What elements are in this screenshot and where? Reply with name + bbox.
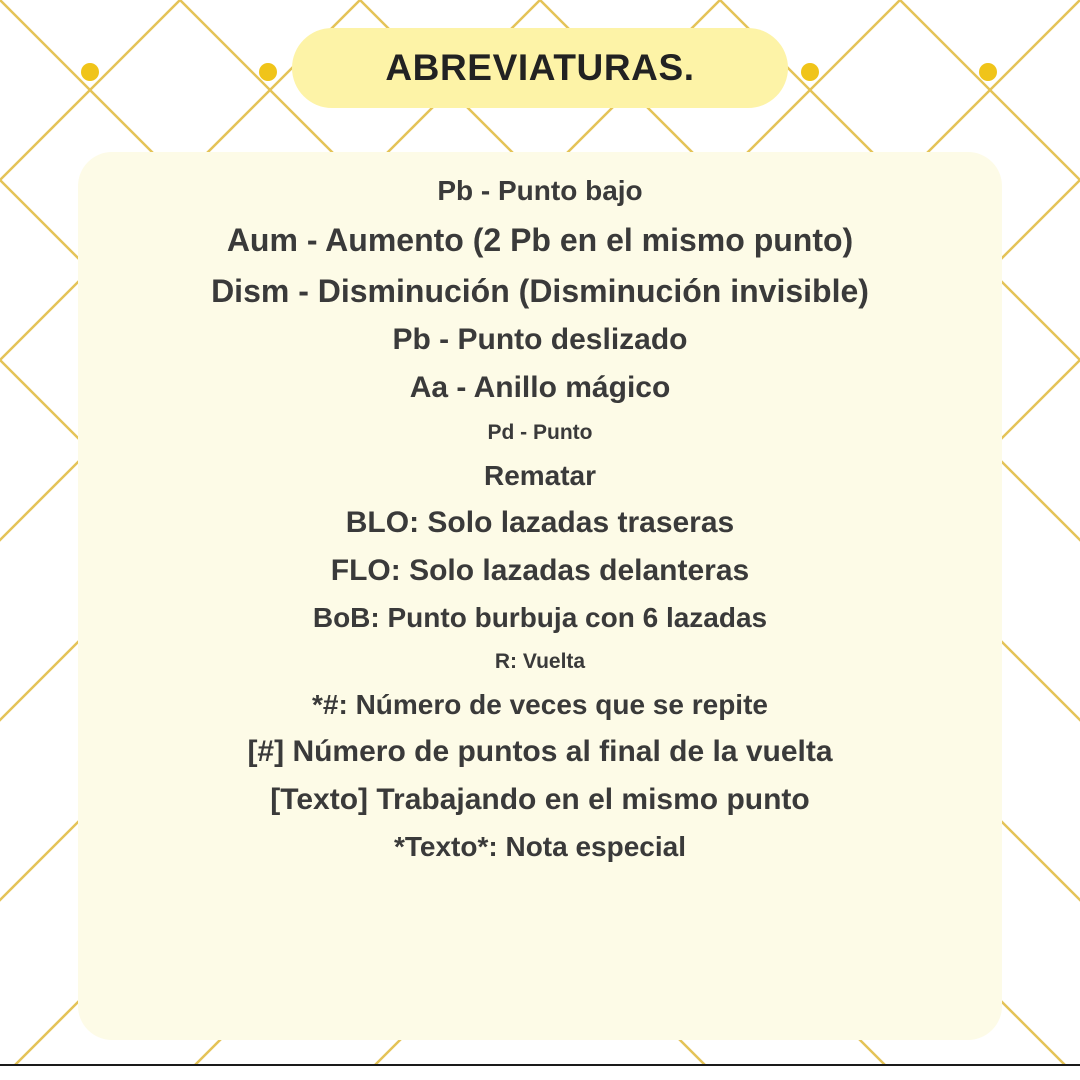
abbreviation-line: BoB: Punto burbuja con 6 lazadas — [312, 602, 768, 633]
abbreviation-line: [Texto] Trabajando en el mismo punto — [270, 783, 810, 816]
abbreviation-line: Pd - Punto — [487, 421, 593, 444]
abbreviation-line: *#: Número de veces que se repite — [312, 689, 768, 720]
title-pill — [292, 28, 788, 108]
abbreviation-line: Pb - Punto bajo — [437, 175, 643, 206]
abbreviation-line: Aum - Aumento (2 Pb en el mismo punto) — [226, 222, 854, 258]
abbreviations-list — [78, 168, 1002, 870]
abbreviation-line: [#] Número de puntos al final de la vuelta — [247, 735, 833, 768]
abbreviation-line: Aa - Anillo mágico — [409, 371, 671, 404]
abbreviation-line: Dism - Disminución (Disminución invisible) — [211, 273, 869, 309]
page-title: ABREVIATURAS. — [385, 47, 695, 88]
bottom-edge-bar — [0, 1064, 1080, 1080]
abbreviation-line: Pb - Punto deslizado — [392, 323, 688, 356]
abbreviation-line: Rematar — [483, 460, 597, 491]
abbreviation-line: FLO: Solo lazadas delanteras — [330, 554, 750, 587]
abbreviation-line: R: Vuelta — [494, 650, 586, 673]
abbreviation-line: *Texto*: Nota especial — [393, 831, 687, 862]
abbreviation-line: BLO: Solo lazadas traseras — [345, 506, 735, 539]
abbreviations-card — [78, 152, 1002, 1040]
